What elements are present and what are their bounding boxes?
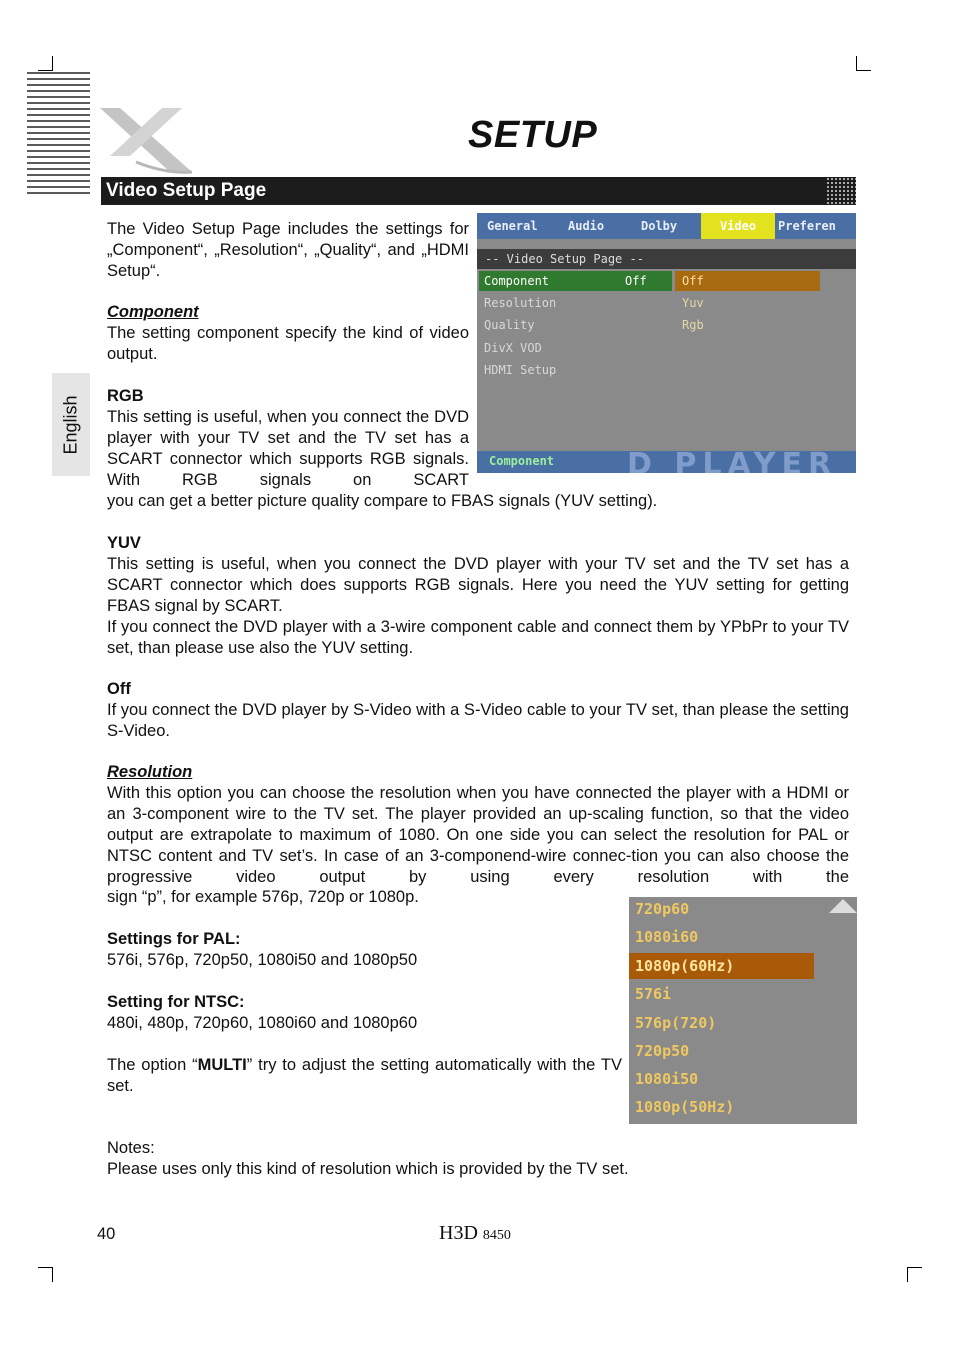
pal-text: 576i, 576p, 720p50, 1080i50 and 1080p50 bbox=[107, 951, 418, 969]
resolution-last-line: sign “p”, for example 576p, 720p or 1080p. bbox=[107, 888, 419, 906]
osd-tab-preferences: Preferen bbox=[778, 219, 836, 233]
yuv-text-2: If you connect the DVD player with a 3-wire component cable and connect them by YPbPr to your TV set, than please use also the YUV setting. bbox=[107, 618, 849, 657]
resolution-text: With this option you can choose the resolution when you have connected the player with a HDMI or an 3-component wire to the TV set. The player provided an up-scaling function, so that the video output are extrapolate to maximum of 1080. On one side you can select the resolution for PAL or NTSC content and TV set’s. In case of an 3-componend-wire connec-tion you can also choose the progressive video output by using every resolution with the bbox=[107, 784, 849, 886]
yuv-heading: YUV bbox=[107, 534, 141, 552]
osd-row-quality: Quality bbox=[484, 318, 535, 332]
header-stripes bbox=[27, 72, 90, 198]
osd-tab-dolby: Dolby bbox=[641, 219, 678, 233]
resolution-list-screenshot bbox=[629, 897, 857, 1124]
off-heading: Off bbox=[107, 680, 131, 698]
osd-page-header-text: -- Video Setup Page -- bbox=[485, 252, 644, 266]
resolution-item: 720p60 bbox=[635, 900, 690, 918]
resolution-item: 576p(720) bbox=[635, 1014, 717, 1032]
resolution-item-selected: 1080p(60Hz) bbox=[629, 953, 814, 979]
video-setup-screenshot bbox=[477, 213, 856, 473]
osd-option-off: Off bbox=[682, 274, 704, 288]
component-heading: Component bbox=[107, 303, 199, 321]
osd-option-yuv: Yuv bbox=[682, 296, 704, 310]
osd-option-rgb: Rgb bbox=[682, 318, 704, 332]
model-number: 8450 bbox=[482, 1228, 511, 1243]
resolution-heading: Resolution bbox=[107, 763, 193, 781]
crop-mark-bottom-right bbox=[907, 1267, 922, 1282]
model-name bbox=[439, 1222, 511, 1245]
multi-text bbox=[107, 1055, 622, 1097]
section-title: Video Setup Page bbox=[106, 180, 267, 201]
multi-keyword: MULTI bbox=[197, 1056, 247, 1074]
page-number: 40 bbox=[97, 1225, 116, 1243]
rgb-text: This setting is useful, when you connect the DVD player with your TV set and the TV set has a SCART connector which supports RGB signals. With RGB signals on SCART bbox=[107, 408, 469, 489]
component-text: The setting component specify the kind of video output. bbox=[107, 324, 469, 363]
osd-row-component-value: Off bbox=[625, 274, 647, 288]
pal-heading: Settings for PAL: bbox=[107, 930, 241, 948]
language-label: English bbox=[60, 394, 81, 455]
rgb-text-continued: you can get a better picture quality compare to FBAS signals (YUV setting). bbox=[107, 492, 658, 510]
yuv-text-1: This setting is useful, when you connect the DVD player with your TV set and the TV set has a SCART connector which does supports RGB signals. Here you need the YUV setting for getting FBAS signal by SCART. bbox=[107, 555, 849, 615]
multi-text-pre: The option “ bbox=[107, 1056, 198, 1074]
osd-footer bbox=[477, 447, 856, 473]
resolution-item: 1080i50 bbox=[635, 1070, 699, 1088]
osd-tab-bar bbox=[477, 213, 856, 239]
crop-mark-top-left bbox=[38, 56, 53, 71]
crop-mark-bottom-left bbox=[38, 1267, 53, 1282]
osd-row-hdmi: HDMI Setup bbox=[484, 363, 557, 377]
osd-row-divx: DivX VOD bbox=[484, 341, 542, 355]
osd-row-component: Component bbox=[484, 274, 550, 288]
resolution-item: 1080i60 bbox=[635, 928, 699, 946]
section-bar-dots bbox=[826, 177, 856, 205]
language-tab bbox=[52, 373, 90, 476]
notes-text: Please uses only this kind of resolution which is provided by the TV set. bbox=[107, 1160, 629, 1178]
brand-logo bbox=[96, 104, 196, 176]
osd-tab-general: General bbox=[487, 219, 538, 233]
notes-heading: Notes: bbox=[107, 1139, 155, 1157]
page-title: SETUP bbox=[468, 114, 598, 156]
section-bar bbox=[101, 177, 856, 205]
osd-page-header bbox=[477, 249, 856, 269]
model-prefix: H3D bbox=[439, 1222, 478, 1244]
osd-footer-label: Component bbox=[489, 454, 555, 468]
crop-mark-top-right bbox=[856, 56, 871, 71]
resolution-item: 720p50 bbox=[635, 1042, 690, 1060]
osd-tab-video: Video bbox=[701, 213, 775, 239]
off-text: If you connect the DVD player by S-Video with a S-Video cable to your TV set, than please the setting S-Video. bbox=[107, 701, 849, 740]
scroll-up-icon bbox=[829, 899, 857, 913]
rgb-heading: RGB bbox=[107, 387, 144, 405]
resolution-item: 1080p(50Hz) bbox=[635, 1098, 735, 1116]
ntsc-heading: Setting for NTSC: bbox=[107, 993, 245, 1011]
resolution-item: 576i bbox=[635, 985, 672, 1003]
ntsc-text: 480i, 480p, 720p60, 1080i60 and 1080p60 bbox=[107, 1014, 418, 1032]
multi-text-post: ” try to adjust the setting automatically with the TV set. bbox=[107, 1056, 622, 1095]
osd-footer-watermark: D PLAYER bbox=[627, 447, 838, 473]
osd-tab-audio: Audio bbox=[568, 219, 605, 233]
intro-text: The Video Setup Page includes the settings for „Component“, „Resolution“, „Quality“, and „HDMI Setup“. bbox=[107, 220, 469, 280]
osd-row-resolution: Resolution bbox=[484, 296, 557, 310]
